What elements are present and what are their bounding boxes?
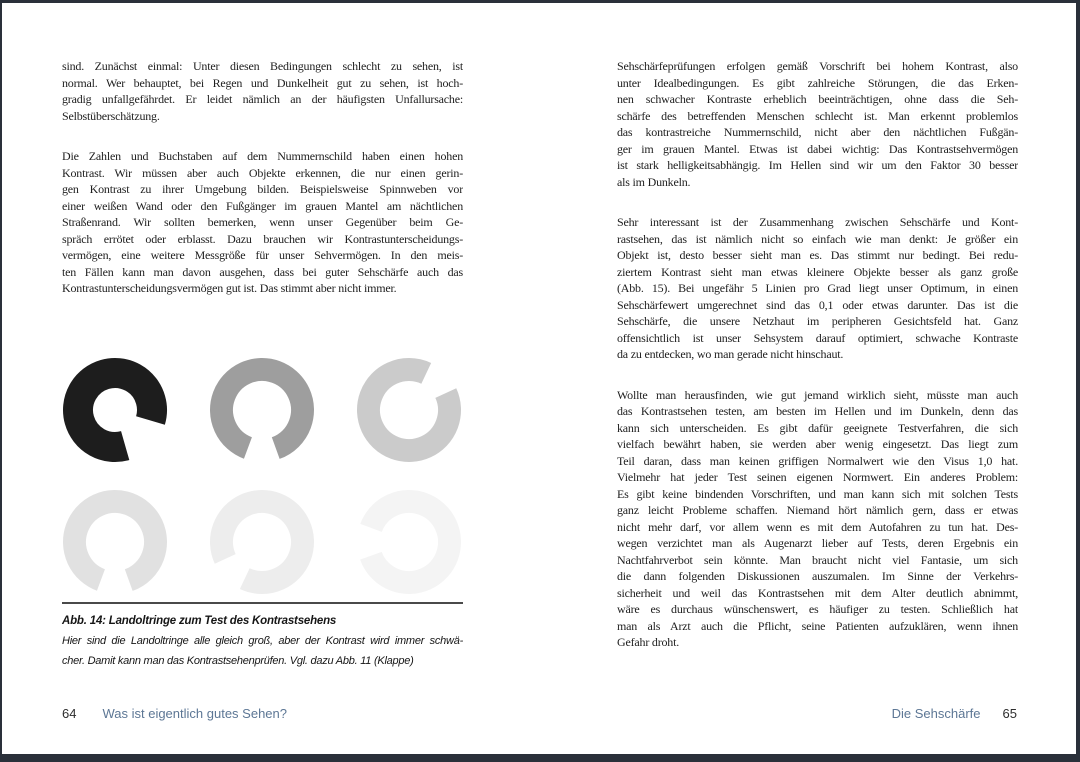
figure-caption-text: [62, 631, 463, 671]
figure-caption: [62, 612, 463, 671]
text-line: Wollte man herausfinden, wie gut jemand wirklich sieht, müsste man auch: [617, 387, 1018, 402]
paragraph: [62, 148, 463, 297]
text-line: Objekt ist, desto besser sieht man es. Das stimmt nur bedingt. Bei redu-: [617, 248, 1018, 262]
page-edge-left: [0, 0, 2, 762]
paragraph: [62, 58, 463, 124]
text-line: (Abb. 15). Bei ungefähr 5 Linien pro Grad liegt unser Optimum, in einen: [617, 281, 1018, 295]
footer-left: [62, 706, 287, 722]
page-edge-bottom: [0, 754, 1080, 762]
text-line: wegen verzichtet man als Augenarzt lieber auf Tests, deren Ergebnis ein: [617, 536, 1018, 550]
landolt-ring: [209, 357, 315, 463]
text-line: ziertem Kontrast sieht man etwas kleinere Objekte besser als ganz große: [617, 264, 1018, 279]
text-line: Sehr interessant ist der Zusammenhang zwischen Sehschärfe und Kont-: [617, 215, 1018, 229]
text-line: da zu entdecken, wo man gerade nicht hinschaut.: [617, 347, 844, 361]
text-line: Sehschärfeprüfungen erfolgen gemäß Vorschrift bei hohem Kontrast, also: [617, 59, 1018, 73]
text-line: ger im grauen Mantel. Etwas ist dabei wichtig: Das Kontrastsehvermögen: [617, 141, 1018, 156]
text-line: die dann folgenden Diskussionen auszumalen. Im Sinne der Verkehrs-: [617, 569, 1018, 583]
page-left: [62, 58, 463, 671]
text-line: das Kontrastsehen testen, am besten im Hellen und im Dunkeln, denn das: [617, 404, 1018, 418]
paragraph: [617, 214, 1018, 363]
landolt-ring: [209, 489, 315, 595]
text-line: offensichtlich ist unser Sehsystem darauf optimiert, schwache Kontraste: [617, 330, 1018, 345]
text-line: Selbstüberschätzung.: [62, 108, 160, 123]
text-line: das kontrastreiche Nummernschild, nicht aber den nächtlichen Fußgän-: [617, 125, 1018, 139]
text-line: nen schwacher Kontraste erheblich beeinträchtigen, ohne dass die Seh-: [617, 92, 1018, 106]
text-line: Kontrastunterscheidungsvermögen gut ist. Das stimmt aber nicht immer.: [62, 281, 397, 295]
text-line: Sehschärfewert umgerechnet sind das 0,1 oder etwas darunter. Das ist die: [617, 297, 1018, 312]
text-line: Die Zahlen und Buchstaben auf dem Nummernschild haben einen hohen: [62, 149, 463, 163]
text-line: unter Idealbedingungen. Es gibt zahlreiche Störungen, die das Erken-: [617, 75, 1018, 90]
landolt-figure: [62, 357, 463, 671]
chapter-title-left: Was ist eigentlich gutes Sehen?: [102, 706, 287, 721]
landolt-ring: [62, 489, 168, 595]
landolt-ring: [356, 489, 462, 595]
page-number-left: 64: [62, 706, 77, 721]
text-line: Hier sind die Landoltringe alle gleich groß, aber der Kontrast wird immer schwä-: [62, 634, 463, 647]
footer-right: [892, 706, 1017, 722]
figure-caption-title: Abb. 14: Landoltringe zum Test des Kontrastsehens: [62, 614, 337, 627]
text-line: Nachtfahrverbot sein könnte. Man braucht nicht viel Fantasie, um sich: [617, 552, 1018, 567]
paragraph: [617, 58, 1018, 190]
text-line: Vielmehr hat jeder Test seinen eigenen Normwert. Ein anderes Problem:: [617, 470, 1018, 484]
text-line: cher. Damit kann man das Kontrastsehenprüfen. Vgl. dazu Abb. 11 (Klappe): [62, 654, 414, 667]
text-line: Sehschärfe, die unsere Netzhaut im peripheren Gesichtsfeld hat. Ganz: [617, 314, 1018, 328]
landolt-ring: [356, 357, 462, 463]
text-line: normal. Wer behauptet, bei Regen und Dunkelheit gut zu sehen, ist hoch-: [62, 75, 463, 90]
text-line: gen Kontrast zu ihrer Umgebung bilden. Beispielsweise Spinnweben vor: [62, 182, 463, 196]
landolt-ring: [62, 357, 168, 463]
text-line: Straßenrand. Wir sollten bemerken, wenn unser Gegenüber beim Ge-: [62, 215, 463, 229]
text-line: vielfach bewährt haben, sie werden aber wenig eingesetzt. Das liegt zum: [617, 437, 1018, 451]
text-line: Es gibt keine bindenden Vorschriften, und man kann sich mit solchen Tests: [617, 486, 1018, 501]
text-line: sicherheit und weil das Kontrastsehen mit dem Alter deutlich abnimmt,: [617, 585, 1018, 600]
text-line: nicht mehr darf, vor allem wenn es mit dem Autofahren zu tun hat. Des-: [617, 519, 1018, 534]
text-line: ist stark helligkeitsabhängig. Im Hellen sind wir um den Faktor 30 besser: [617, 158, 1018, 172]
text-line: einer weißen Wand oder den Fußgänger im grauen Mantel am nächtlichen: [62, 198, 463, 213]
landolt-ring-grid: [62, 357, 463, 595]
page-right: [617, 58, 1018, 675]
text-line: Teil daran, dass man keinen griffigen Normalwert wie den Visus 1,0 hat.: [617, 453, 1018, 468]
text-line: kann sich unterscheiden. Es gibt dafür geeignete Testverfahren, die sich: [617, 420, 1018, 435]
text-line: als im Dunkeln.: [617, 174, 691, 189]
text-line: sind. Zunächst einmal: Unter diesen Bedingungen schlecht zu sehen, ist: [62, 59, 463, 73]
text-line: man als Arzt auch die Pflicht, seine Patienten aufzuklären, wenn ihnen: [617, 618, 1018, 633]
page-edge-top: [0, 0, 1080, 3]
text-line: vermögen, eine weitere Messgröße für unser Sehvermögen. In den meis-: [62, 248, 463, 262]
text-line: rastsehen, das ist nämlich nicht so einfach wie man denkt: Je größer ein: [617, 231, 1018, 246]
chapter-title-right: Die Sehschärfe: [891, 706, 981, 721]
text-line: ganz leicht Probleme schaffen. Niemand hört nämlich gern, dass er etwas: [617, 503, 1018, 517]
text-line: gradig unfallgefährdet. Er leidet nämlich an der häufigsten Unfallursache:: [62, 92, 463, 106]
paragraph: [617, 387, 1018, 651]
page-number-right: 65: [1002, 706, 1017, 721]
text-line: Gefahr droht.: [617, 635, 680, 649]
text-line: ten Fällen kann man davon ausgehen, dass bei guter Sehschärfe auch das: [62, 264, 463, 279]
text-line: wäre es durchaus wünschenswert, es häufiger zu testen. Schließlich hat: [617, 602, 1018, 616]
text-line: spräch errötet oder erblasst. Dazu brauchen wir Kontrastunterscheidungs-: [62, 231, 463, 246]
figure-divider: [62, 602, 463, 604]
page-edge-right: [1076, 0, 1080, 762]
text-line: schärfe des betreffenden Menschen schlecht ist. Man erkennt problemlos: [617, 108, 1018, 123]
text-line: Kontrast. Wir müssen aber auch Objekte erkennen, die nur einen gerin-: [62, 165, 463, 180]
